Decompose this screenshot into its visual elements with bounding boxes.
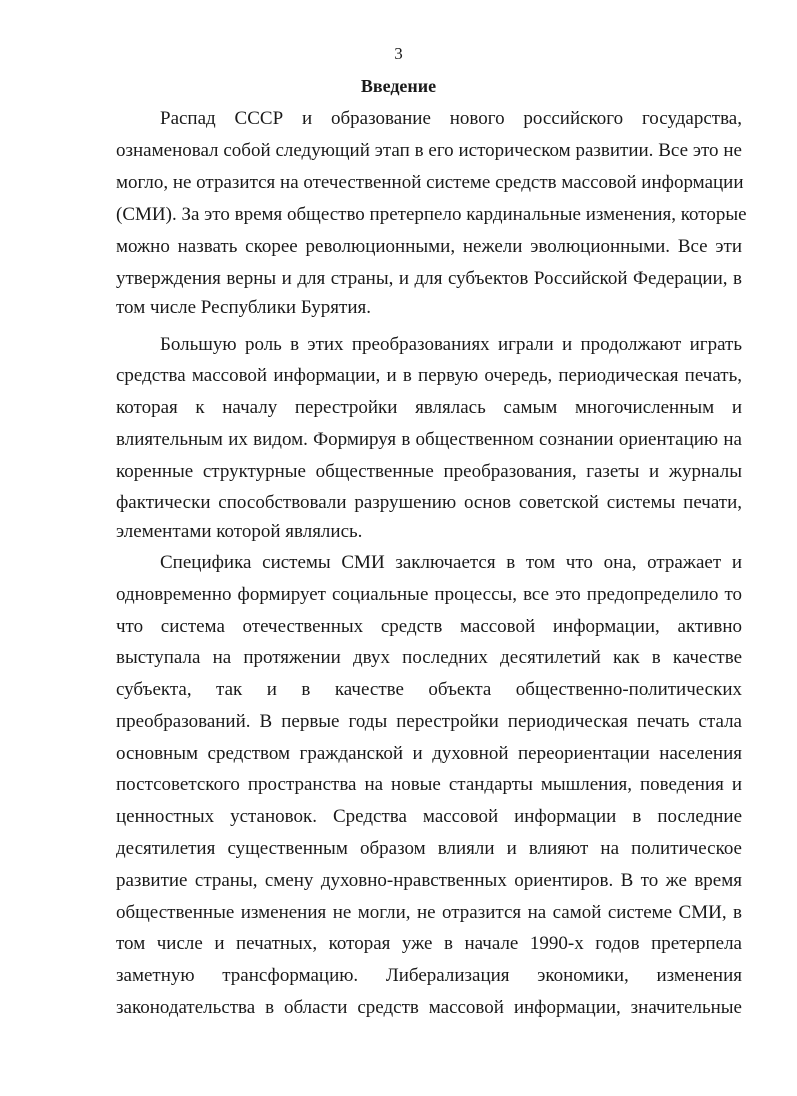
paragraph-3-line-12: общественные изменения не могли, не отразится на самой системе СМИ, в xyxy=(116,902,742,923)
paragraph-3-line-15: законодательства в области средств массовой информации, значительные xyxy=(116,997,742,1018)
paragraph-2-line-3: которая к началу перестройки являлась самым многочисленным и xyxy=(116,397,742,418)
paragraph-1-line-7: том числе Республики Бурятия. xyxy=(116,297,371,318)
section-title: Введение xyxy=(360,76,437,96)
paragraph-3-line-8: постсоветского пространства на новые стандарты мышления, поведения и xyxy=(116,774,742,795)
paragraph-2-line-6: фактически способствовали разрушению основ советской системы печати, xyxy=(116,492,742,513)
paragraph-1-line-1: Распад СССР и образование нового российского государства, xyxy=(160,108,742,129)
paragraph-1-line-3: могло, не отразится на отечественной системе средств массовой информации xyxy=(116,172,744,193)
paragraph-3-line-9: ценностных установок. Средства массовой информации в последние xyxy=(116,806,742,827)
paragraph-3-line-14: заметную трансформацию. Либерализация экономики, изменения xyxy=(116,965,742,986)
paragraph-2-line-4: влиятельным их видом. Формируя в общественном сознании ориентацию на xyxy=(116,429,742,450)
paragraph-3-line-4: выступала на протяжении двух последних десятилетий как в качестве xyxy=(116,647,742,668)
paragraph-1-line-6: утверждения верны и для страны, и для субъектов Российской Федерации, в xyxy=(116,268,742,289)
paragraph-3-line-13: том числе и печатных, которая уже в начале 1990-х годов претерпела xyxy=(116,933,742,954)
paragraph-2-line-2: средства массовой информации, и в первую очередь, периодическая печать, xyxy=(116,365,742,386)
paragraph-3-line-3: что система отечественных средств массовой информации, активно xyxy=(116,616,742,637)
paragraph-1-line-5: можно назвать скорее революционными, нежели эволюционными. Все эти xyxy=(116,236,742,257)
paragraph-3-line-10: десятилетия существенным образом влияли и влияют на политическое xyxy=(116,838,742,859)
paragraph-3-line-2: одновременно формирует социальные процессы, все это предопределило то xyxy=(116,584,742,605)
paragraph-3-line-1: Специфика системы СМИ заключается в том что она, отражает и xyxy=(160,552,742,573)
paragraph-3-line-5: субъекта, так и в качестве объекта общественно-политических xyxy=(116,679,742,700)
paragraph-2-line-1: Большую роль в этих преобразованиях играли и продолжают играть xyxy=(160,334,742,355)
paragraph-2-line-5: коренные структурные общественные преобразования, газеты и журналы xyxy=(116,461,742,482)
paragraph-2-line-7: элементами которой являлись. xyxy=(116,521,363,542)
paragraph-3-line-11: развитие страны, смену духовно-нравственных ориентиров. В то же время xyxy=(116,870,742,891)
paragraph-3-line-6: преобразований. В первые годы перестройки периодическая печать стала xyxy=(116,711,742,732)
paragraph-1-line-4: (СМИ). За это время общество претерпело кардинальные изменения, которые xyxy=(116,204,747,225)
page-number: 3 xyxy=(394,44,403,63)
paragraph-3-line-7: основным средством гражданской и духовной переориентации населения xyxy=(116,743,742,764)
paragraph-1-line-2: ознаменовал собой следующий этап в его историческом развитии. Все это не xyxy=(116,140,742,161)
